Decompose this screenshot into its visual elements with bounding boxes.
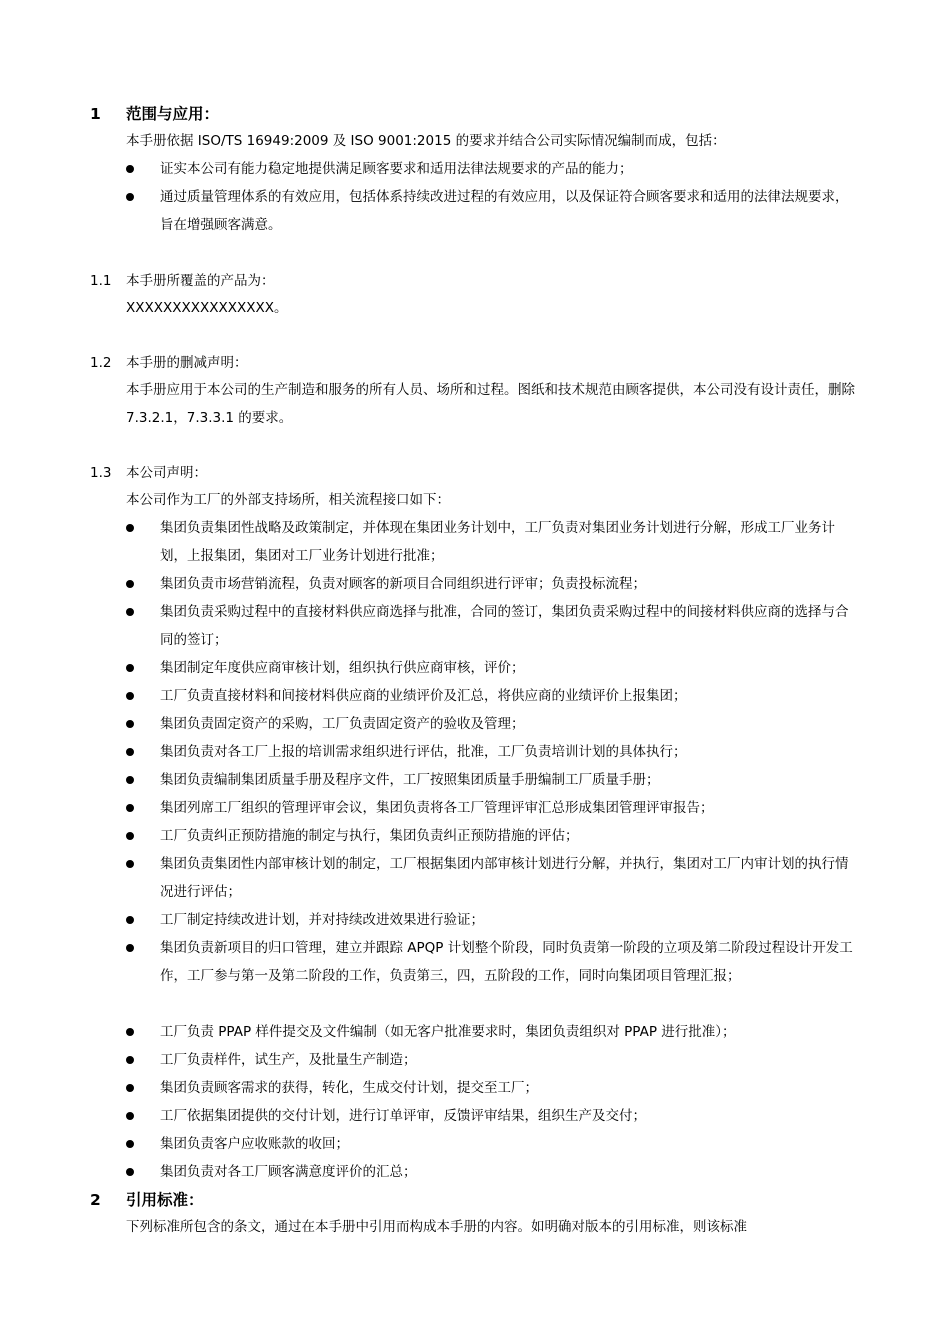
section-1-2-heading bbox=[90, 353, 248, 373]
bullet-icon bbox=[126, 1084, 134, 1092]
list-item: 集团负责新项目的归口管理，建立并跟踪 APQP 计划整个阶段，同时负责第一阶段的立项及第二阶段过程设计开发工作，工厂参与第一及第二阶段的工作，负责第三，四，五阶段的工作，同时向集团项目管理汇报； bbox=[126, 934, 861, 990]
section-title: 本手册的删减声明： bbox=[126, 355, 248, 371]
bullet-icon bbox=[126, 804, 134, 812]
section-2-heading bbox=[90, 1190, 204, 1210]
bullet-icon bbox=[126, 608, 134, 616]
list-item: 集团列席工厂组织的管理评审会议，集团负责将各工厂管理评审汇总形成集团管理评审报告； bbox=[126, 794, 861, 822]
list-item: 集团负责集团性战略及政策制定，并体现在集团业务计划中，工厂负责对集团业务计划进行分解，形成工厂业务计划，上报集团，集团对工厂业务计划进行批准； bbox=[126, 514, 861, 570]
list-item: 工厂负责 PPAP 样件提交及文件编制（如无客户批准要求时，集团负责组织对 PPAP 进行批准）； bbox=[126, 1018, 861, 1046]
bullet-icon bbox=[126, 860, 134, 868]
bullet-icon bbox=[126, 1028, 134, 1036]
list-item: 工厂制定持续改进计划，并对持续改进效果进行验证； bbox=[126, 906, 861, 934]
list-item: 工厂负责样件，试生产，及批量生产制造； bbox=[126, 1046, 861, 1074]
bullet-icon bbox=[126, 664, 134, 672]
list-item: 工厂依据集团提供的交付计划，进行订单评审，反馈评审结果，组织生产及交付； bbox=[126, 1102, 861, 1130]
section-1-3-heading bbox=[90, 463, 207, 483]
section-number: 1 bbox=[90, 105, 101, 123]
bullet-icon bbox=[126, 916, 134, 924]
list-item: 工厂负责纠正预防措施的制定与执行，集团负责纠正预防措施的评估； bbox=[126, 822, 861, 850]
section-1-intro: 本手册依据 ISO/TS 16949:2009 及 ISO 9001:2015 的要求并结合公司实际情况编制而成，包括： bbox=[126, 133, 726, 149]
list-item: 集团负责采购过程中的直接材料供应商选择与批准，合同的签订，集团负责采购过程中的间接材料供应商的选择与合同的签订； bbox=[126, 598, 861, 654]
section-number: 2 bbox=[90, 1191, 101, 1209]
list-item: 集团负责市场营销流程，负责对顾客的新项目合同组织进行评审；负责投标流程； bbox=[126, 570, 861, 598]
section-1-1-heading bbox=[90, 271, 275, 291]
bullet-icon bbox=[126, 692, 134, 700]
list-item: 工厂负责直接材料和间接材料供应商的业绩评价及汇总，将供应商的业绩评价上报集团； bbox=[126, 682, 861, 710]
list-item: 集团负责集团性内部审核计划的制定，工厂根据集团内部审核计划进行分解，并执行，集团对工厂内审计划的执行情况进行评估； bbox=[126, 850, 861, 906]
list-item: 集团负责编制集团质量手册及程序文件，工厂按照集团质量手册编制工厂质量手册； bbox=[126, 766, 861, 794]
list-item: 集团负责顾客需求的获得，转化，生成交付计划，提交至工厂； bbox=[126, 1074, 861, 1102]
section-1-1-body: XXXXXXXXXXXXXXXX。 bbox=[126, 300, 288, 316]
section-title: 本手册所覆盖的产品为： bbox=[126, 273, 275, 289]
section-2-body: 下列标准所包含的条文，通过在本手册中引用而构成本手册的内容。如明确对版本的引用标准，则该标准 bbox=[126, 1219, 747, 1235]
list-item: 通过质量管理体系的有效应用，包括体系持续改进过程的有效应用，以及保证符合顾客要求和适用的法律法规要求，旨在增强顾客满意。 bbox=[126, 183, 861, 239]
list-item: 集团制定年度供应商审核计划，组织执行供应商审核，评价； bbox=[126, 654, 861, 682]
list-item: 集团负责客户应收账款的收回； bbox=[126, 1130, 861, 1158]
bullet-icon bbox=[126, 1112, 134, 1120]
section-1-3-intro: 本公司作为工厂的外部支持场所，相关流程接口如下： bbox=[126, 492, 450, 508]
section-1-heading bbox=[90, 104, 219, 124]
section-1-2-body: 本手册应用于本公司的生产制造和服务的所有人员、场所和过程。图纸和技术规范由顾客提供，本公司没有设计责任，删除 7.3.2.1，7.3.3.1 的要求。 bbox=[126, 382, 855, 426]
bullet-icon bbox=[126, 193, 134, 201]
bullet-icon bbox=[126, 1140, 134, 1148]
list-item: 集团负责固定资产的采购，工厂负责固定资产的验收及管理； bbox=[126, 710, 861, 738]
section-title: 本公司声明： bbox=[126, 465, 207, 481]
bullet-icon bbox=[126, 720, 134, 728]
section-title: 范围与应用： bbox=[126, 105, 220, 123]
bullet-icon bbox=[126, 1168, 134, 1176]
list-item: 证实本公司有能力稳定地提供满足顾客要求和适用法律法规要求的产品的能力； bbox=[126, 155, 861, 183]
section-number: 1.1 bbox=[90, 273, 112, 289]
bullet-icon bbox=[126, 776, 134, 784]
list-item: 集团负责对各工厂顾客满意度评价的汇总； bbox=[126, 1158, 861, 1186]
section-title: 引用标准： bbox=[126, 1191, 204, 1209]
section-number: 1.3 bbox=[90, 465, 112, 481]
bullet-icon bbox=[126, 832, 134, 840]
bullet-icon bbox=[126, 748, 134, 756]
bullet-icon bbox=[126, 944, 134, 952]
bullet-icon bbox=[126, 524, 134, 532]
section-number: 1.2 bbox=[90, 355, 112, 371]
bullet-icon bbox=[126, 580, 134, 588]
bullet-icon bbox=[126, 1056, 134, 1064]
bullet-icon bbox=[126, 165, 134, 173]
list-item: 集团负责对各工厂上报的培训需求组织进行评估，批准，工厂负责培训计划的具体执行； bbox=[126, 738, 861, 766]
